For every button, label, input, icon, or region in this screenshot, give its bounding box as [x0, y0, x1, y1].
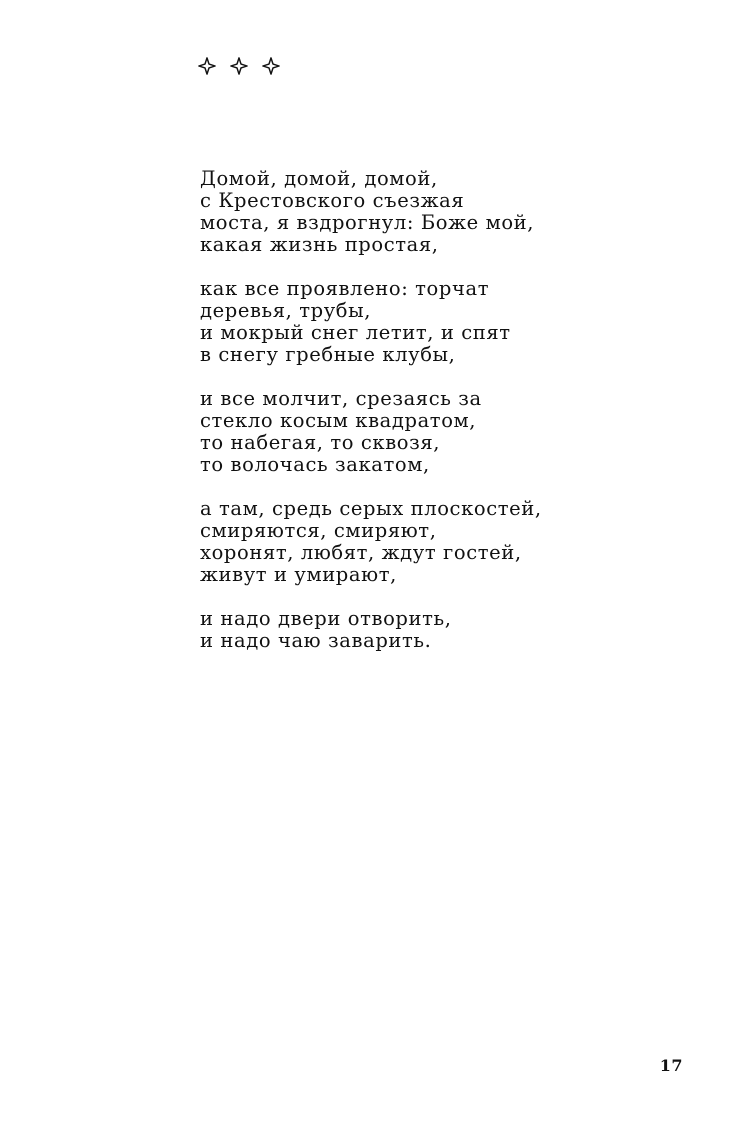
poem-line: хоронят, любят, ждут гостей,: [200, 541, 522, 564]
poem-line: то набегая, то сквозя,: [200, 431, 441, 454]
poem-line: а там, средь серых плоскостей,: [200, 497, 542, 520]
stanza-1: [200, 168, 600, 256]
stanza-4: [200, 498, 600, 586]
four-point-star-icon: [262, 57, 280, 75]
poem-line: с Крестовского съезжая: [200, 189, 465, 212]
stanza-ornament: [198, 57, 280, 75]
poem-line: и надо чаю заварить.: [200, 629, 432, 652]
poem-line: как все проявлено: торчат: [200, 277, 490, 300]
poem-line: живут и умирают,: [200, 563, 397, 586]
poem-line: моста, я вздрогнул: Боже мой,: [200, 211, 535, 234]
four-point-star-icon: [198, 57, 216, 75]
poem-line: Домой, домой, домой,: [200, 167, 438, 190]
stanza-5: [200, 608, 600, 652]
poem-line: и мокрый снег летит, и спят: [200, 321, 511, 344]
poem-line: смиряются, смиряют,: [200, 519, 437, 542]
stanza-2: [200, 278, 600, 366]
stanza-3: [200, 388, 600, 476]
poem-line: и надо двери отворить,: [200, 607, 452, 630]
poem-line: в снегу гребные клубы,: [200, 343, 456, 366]
poem-line: и все молчит, срезаясь за: [200, 387, 482, 410]
four-point-star-icon: [230, 57, 248, 75]
poem-line: какая жизнь простая,: [200, 233, 439, 256]
poem-line: то волочась закатом,: [200, 453, 430, 476]
page-number: 17: [659, 1056, 683, 1075]
poem: [200, 168, 600, 674]
poem-line: деревья, трубы,: [200, 299, 372, 322]
poem-line: стекло косым квадратом,: [200, 409, 477, 432]
